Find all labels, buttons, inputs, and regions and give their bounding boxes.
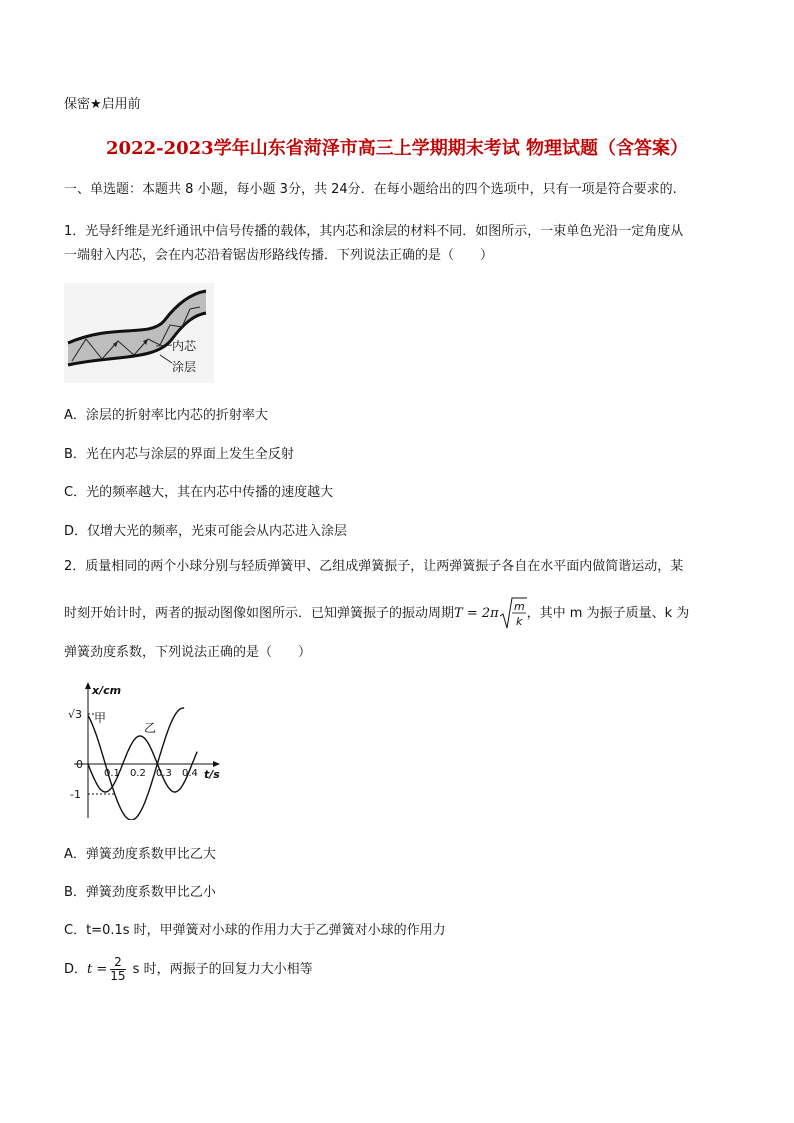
q1-stem-line1: 1．光导纤维是光纤通讯中信号传播的载体，其内芯和涂层的材料不同．如图所示，一束单色光沿一定角度从: [64, 224, 684, 239]
fiber-diagram: [64, 283, 214, 383]
x-tick-0-2: 0.2: [130, 768, 146, 779]
q2-option-d-fraction: [110, 956, 125, 983]
x-axis-label: t/s: [204, 768, 220, 781]
sqrt-sign-icon: [499, 596, 527, 630]
x-tick-0-4: 0.4: [182, 768, 198, 779]
q2-stem-line2: [64, 596, 689, 631]
section-instructions: 一、单选题：本题共 8 小题，每小题 3分，共 24分．在每小题给出的四个选项中，只有一项是符合要求的.: [64, 182, 677, 197]
formula-stiffness: k: [515, 615, 523, 628]
fraction-numerator: 2: [110, 956, 125, 970]
confidential-note: 保密★启用前: [64, 97, 141, 112]
y-axis-arrow-icon: [85, 682, 91, 689]
q1-stem-line2: 一端射入内芯，会在内芯沿着锯齿形路线传播．下列说法正确的是（ ）: [64, 248, 494, 263]
formula-equals: = 2π: [462, 605, 499, 621]
q2-stem-line3: 弹簧劲度系数，下列说法正确的是（ ）: [64, 645, 312, 660]
series-label-yi: 乙: [144, 721, 157, 735]
x-axis-arrow-icon: [213, 761, 220, 767]
q2-option-d: [64, 952, 313, 988]
y-axis-label: x/cm: [92, 684, 122, 697]
q2-option-b: B．弹簧劲度系数甲比乙小: [64, 885, 216, 900]
q1-fiber-figure: [64, 283, 214, 383]
fraction-denominator: 15: [110, 969, 126, 983]
core-label: 内芯: [172, 339, 197, 353]
q2-option-d-suffix: s 时，两振子的回复力大小相等: [128, 962, 313, 977]
x-tick-0-1: 0.1: [104, 768, 120, 779]
cladding-label: 涂层: [172, 360, 197, 374]
q2-stem-line2-post: ，其中 m 为振子质量、k 为: [526, 605, 690, 621]
oscillation-graph: [64, 680, 234, 820]
formula-sqrt: [499, 596, 527, 631]
q2-option-a: A．弹簧劲度系数甲比乙大: [64, 847, 216, 862]
y-tick-zero: 0: [76, 758, 83, 771]
q1-option-b: B．光在内芯与涂层的界面上发生全反射: [64, 447, 294, 462]
page-title: 2022-2023学年山东省菏泽市高三上学期期末考试 物理试题（含答案）: [106, 138, 688, 159]
q1-option-c: C．光的频率越大，其在内芯中传播的速度越大: [64, 485, 334, 500]
y-tick-sqrt3: √3: [68, 708, 83, 721]
x-tick-0-3: 0.3: [156, 768, 172, 779]
q2-oscillation-figure: [64, 680, 234, 820]
q1-option-d: D．仅增大光的频率，光束可能会从内芯进入涂层: [64, 524, 348, 539]
y-tick-minus1: -1: [70, 788, 81, 801]
q2-stem-line1: 2．质量相同的两个小球分别与轻质弹簧甲、乙组成弹簧振子，让两弹簧振子各自在水平面内做简谐运动，某: [64, 559, 684, 574]
q2-option-d-prefix: D．: [64, 962, 88, 977]
q2-stem-line2-pre: 时刻开始计时，两者的振动图像如图所示．已知弹簧振子的振动周期: [64, 605, 455, 621]
q2-option-c: C．t=0.1s 时，甲弹簧对小球的作用力大于乙弹簧对小球的作用力: [64, 923, 446, 938]
formula-period-symbol: T: [454, 605, 463, 621]
q1-option-a: A．涂层的折射率比内芯的折射率大: [64, 408, 268, 423]
series-label-jia: 甲: [94, 711, 107, 725]
formula-mass: m: [513, 600, 525, 613]
q2-option-d-t: t =: [87, 962, 108, 977]
